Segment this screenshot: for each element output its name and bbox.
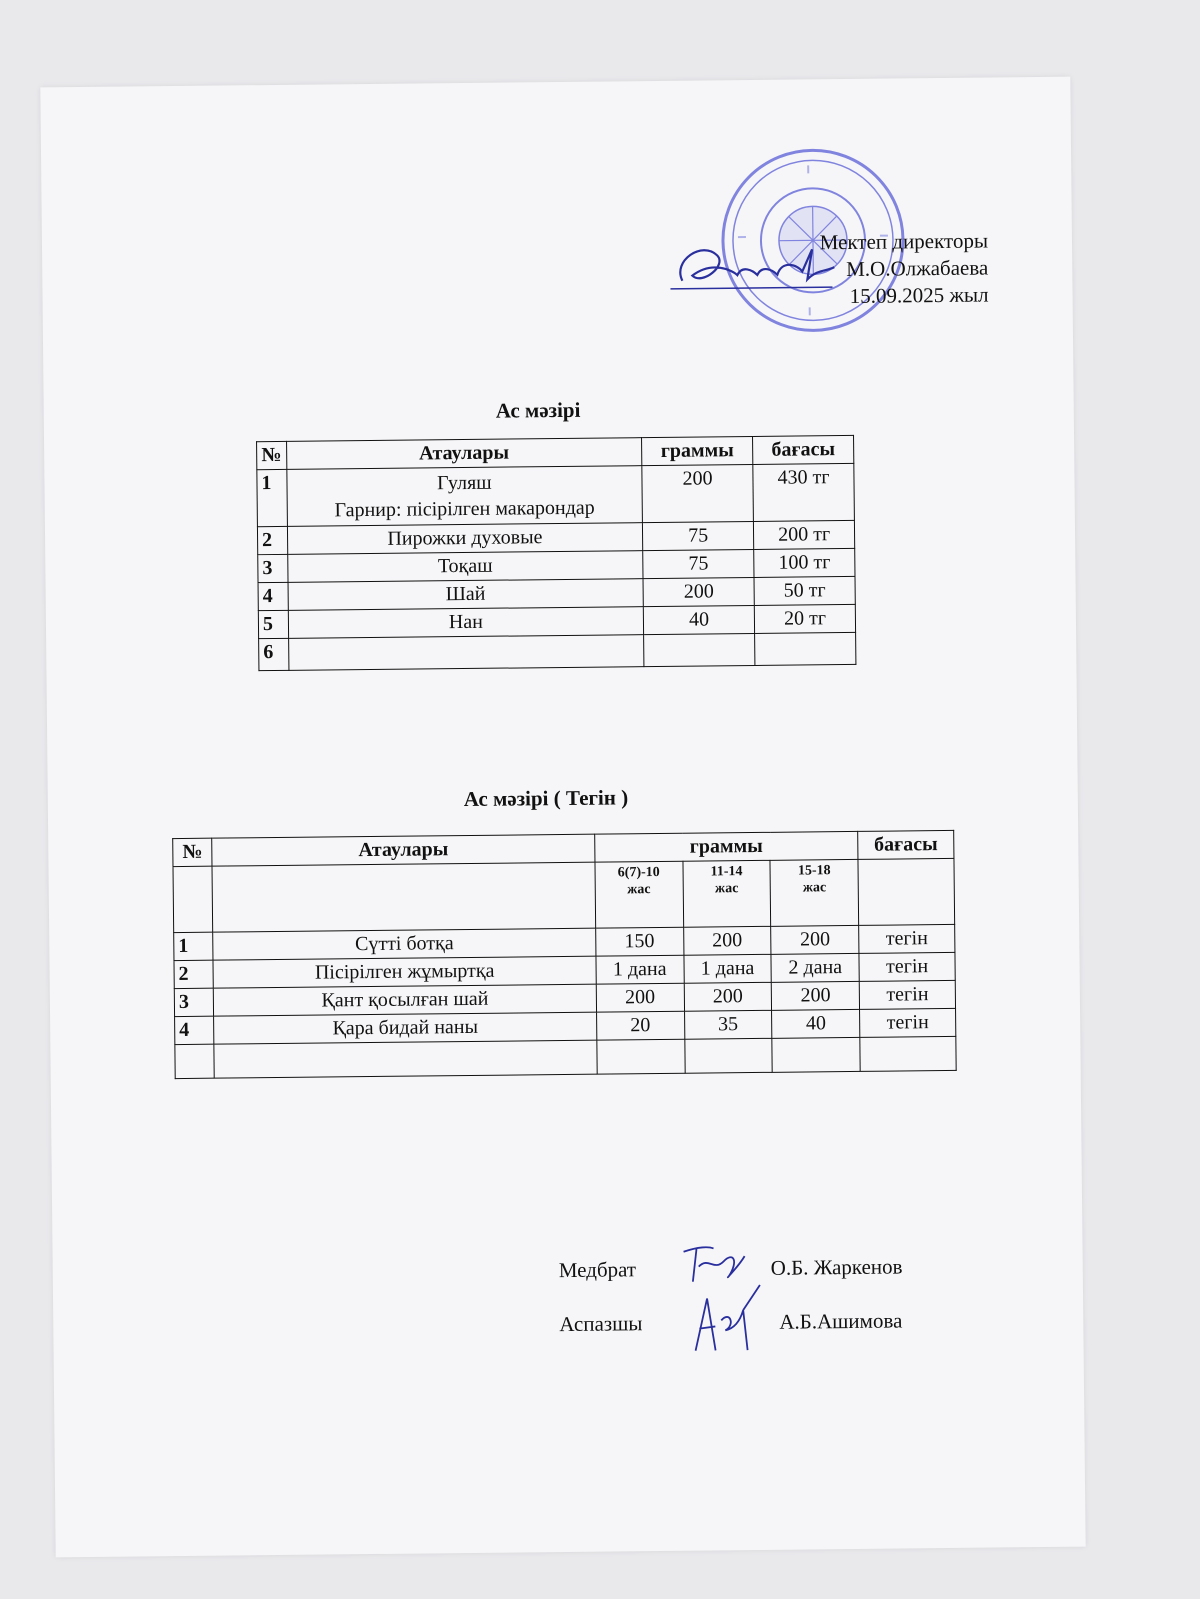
row-g2: 35: [684, 1010, 772, 1039]
cook-signature: [685, 1280, 766, 1361]
row-name: Қант қосылған шай: [214, 984, 597, 1016]
col-num: №: [173, 838, 213, 866]
col-price: бағасы: [753, 435, 854, 464]
row-g2: 200: [683, 926, 771, 955]
row-price: тегін: [859, 952, 955, 981]
dish-name: Гуляш: [437, 471, 492, 495]
age-group-1: 6(7)-10 жас: [595, 861, 683, 928]
row-name: [214, 1040, 597, 1078]
table-row: [259, 632, 856, 670]
row-name: Қара бидай наны: [214, 1012, 597, 1044]
row-g3: 40: [772, 1009, 860, 1038]
table-subheader-row: [173, 858, 955, 932]
col-name: Атаулары: [212, 834, 595, 866]
dish-garnish: Гарнир: пісірілген макарондар: [334, 496, 595, 522]
menu-table: [256, 435, 856, 671]
row-g1: 150: [595, 927, 683, 956]
row-num: 4: [258, 582, 288, 610]
row-price: [860, 1036, 956, 1071]
col-grams: граммы: [594, 831, 858, 862]
row-g2: 1 дана: [684, 954, 772, 983]
row-num: 1: [257, 469, 287, 526]
row-num: 4: [175, 1016, 215, 1044]
row-name: Тоқаш: [287, 551, 643, 583]
document-sheet: [40, 77, 1085, 1558]
row-name: Нан: [288, 607, 644, 639]
col-num: №: [257, 441, 287, 469]
row-num: 5: [258, 610, 288, 638]
row-g3: 2 дана: [771, 953, 859, 982]
row-g2: 200: [684, 982, 772, 1011]
row-g3: [772, 1037, 860, 1072]
row-num: 6: [259, 638, 289, 670]
nurse-role: Медбрат: [558, 1257, 637, 1283]
menu-title: Ас мәзірі: [495, 397, 581, 423]
row-num: 1: [174, 932, 214, 960]
row-grams: 75: [643, 549, 754, 578]
approval-date: 15.09.2025 жыл: [849, 282, 989, 308]
row-price: 430 тг: [753, 463, 854, 521]
row-g3: 200: [771, 925, 859, 954]
row-g1: 1 дана: [596, 955, 684, 984]
row-price: [755, 632, 856, 665]
free-menu-table: [172, 830, 956, 1079]
row-num: 2: [257, 526, 287, 554]
row-grams: 75: [643, 521, 754, 550]
row-price: 100 тг: [754, 548, 855, 577]
row-num: [175, 1044, 215, 1078]
nurse-name: О.Б. Жаркенов: [770, 1254, 903, 1280]
director-name: М.О.Олжабаева: [846, 255, 989, 282]
row-grams: 200: [643, 577, 754, 606]
row-g1: 200: [596, 983, 684, 1012]
row-price: тегін: [860, 1008, 956, 1037]
row-g1: [597, 1039, 685, 1074]
row-g3: 200: [772, 981, 860, 1010]
col-grams: граммы: [642, 436, 753, 465]
col-name: Атаулары: [286, 438, 642, 470]
row-num: 3: [174, 988, 214, 1016]
row-g2: [684, 1038, 772, 1073]
row-grams: 200: [642, 464, 754, 522]
cook-role: Аспазшы: [559, 1311, 643, 1337]
row-num: 3: [258, 554, 288, 582]
row-name: Шай: [288, 579, 644, 611]
row-name: Сүтті ботқа: [213, 928, 596, 960]
age-group-2: 11-14 жас: [683, 860, 771, 927]
cook-name: А.Б.Ашимова: [779, 1308, 903, 1334]
row-num: 2: [174, 960, 214, 988]
row-g1: 20: [596, 1011, 684, 1040]
row-price: 50 тг: [754, 576, 855, 605]
row-name: [286, 466, 642, 527]
row-grams: 40: [643, 605, 754, 634]
col-price: бағасы: [858, 830, 954, 859]
row-price: 20 тг: [754, 604, 855, 633]
director-signature: [662, 229, 843, 301]
row-price: тегін: [859, 980, 955, 1009]
row-name: Пісірілген жұмыртқа: [213, 956, 596, 988]
row-name: Пирожки духовые: [287, 523, 643, 555]
age-group-3: 15-18 жас: [770, 859, 858, 926]
row-price: 200 тг: [754, 520, 855, 549]
row-price: тегін: [859, 924, 955, 953]
director-position: Мектеп директоры: [819, 228, 989, 255]
row-name: [288, 635, 644, 671]
table-row: [257, 463, 855, 526]
row-grams: [644, 633, 755, 666]
table-row: [175, 1036, 956, 1078]
free-menu-title: Ас мәзірі ( Тегін ): [463, 785, 629, 812]
approval-block: [820, 228, 989, 311]
